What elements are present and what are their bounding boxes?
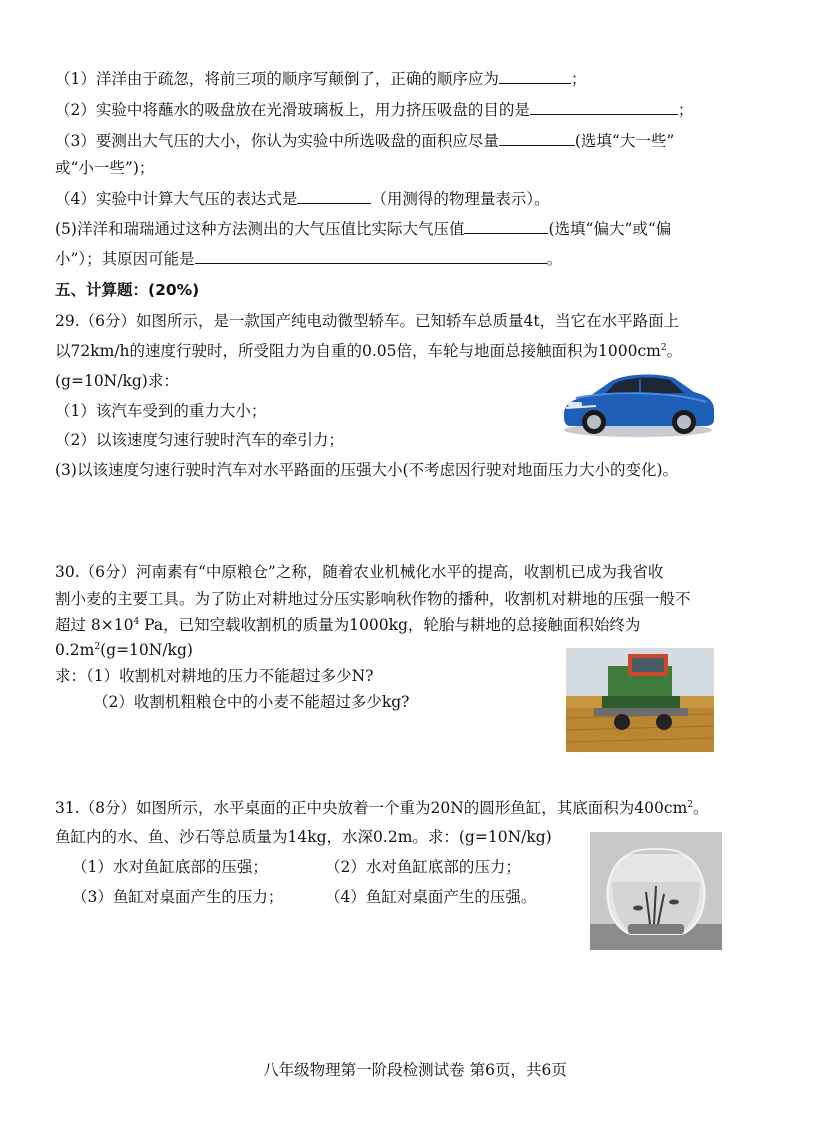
q3-line: （3）要测出大气压的大小，你认为实验中所选吸盘的面积应尽量 (选填“大一些” [55,132,675,150]
q4-answer-blank[interactable] [297,188,371,204]
q5-answer-blank-1[interactable] [464,218,548,234]
q29-sub2: （2）以该速度匀速行驶时汽车的牵引力； [55,431,344,449]
q31-sub4: （4）鱼缸对桌面产生的压强。 [325,888,537,906]
fishbowl-image [590,832,722,950]
car-illustration [556,362,718,440]
q29-sub3: (3)以该速度匀速行驶时汽车对水平路面的压强大小(不考虑因行驶对地面压力大小的变化)。 [55,461,679,479]
q1-line: （1）洋洋由于疏忽，将前三项的顺序写颠倒了，正确的顺序应为 ； [55,70,587,88]
q2-line: （2）实验中将蘸水的吸盘放在光滑玻璃板上，用力挤压吸盘的目的是 ； [55,101,694,119]
section5-title: 五、计算题：(20%) [55,281,200,299]
q29-line2: 以72km/h的速度行驶时，所受阻力为自重的0.05倍，车轮与地面总接触面积为$1000cm^2$。 [55,342,683,360]
q30-line4: $0.2m^2(g=10N/kg)$ [55,641,193,659]
q31-line2: 鱼缸内的水、鱼、沙石等总质量为14kg，水深0.2m。求：(g=10N/kg) [55,828,552,846]
q5-answer-blank-2[interactable] [195,248,547,264]
harvester-image [566,648,714,752]
harvester-illustration [566,648,714,752]
q29-line1: 29.（6分）如图所示，是一款国产纯电动微型轿车。已知轿车总质量4t，当它在水平路面上 [55,312,680,330]
fishbowl-illustration [590,832,722,950]
q3-line2: 或“小一些”)； [55,159,155,177]
q29-sub1: （1）该汽车受到的重力大小； [55,402,267,420]
car-image [556,362,718,440]
q30-sub1: 求：（1）收割机对耕地的压力不能超过多少N? [55,667,374,685]
q3-answer-blank[interactable] [499,130,575,146]
q5-line: (5)洋洋和瑞瑞通过这种方法测出的大气压值比实际大气压值 (选填“偏大”或“偏 [55,220,672,238]
q29-line3: (g=10N/kg)求： [55,372,179,390]
q4-line: （4）实验中计算大气压的表达式是 （用测得的物理量表示）。 [55,190,550,208]
page-footer: 八年级物理第一阶段检测试卷 第6页，共6页 [263,1061,567,1079]
q30-line3: 超过 $8\times 10^4$ Pa，已知空载收割机的质量为1000kg，轮胎与耕地的总接触面积始终为 [55,616,641,634]
q31-sub2: （2）水对鱼缸底部的压力； [325,858,521,876]
q5-line2: 小”）；其原因可能是 。 [55,250,563,268]
q30-line2: 割小麦的主要工具。为了防止对耕地过分压实影响秋作物的播种，收割机对耕地的压强一般不 [55,590,691,608]
q30-line1: 30.（6分）河南素有“中原粮仓”之称，随着农业机械化水平的提高，收割机已成为我省收 [55,563,664,581]
q2-answer-blank[interactable] [530,99,678,115]
q31-line1: 31.（8分）如图所示，水平桌面的正中央放着一个重为20N的圆形鱼缸，其底面积为$400cm^2$。 [55,799,709,817]
q31-sub1: （1）水对鱼缸底部的压强； [72,858,268,876]
q1-answer-blank[interactable] [499,68,571,84]
q31-sub3: （3）鱼缸对桌面产生的压力； [72,888,284,906]
q30-sub2: （2）收割机粗粮仓中的小麦不能超过多少kg? [93,693,410,711]
